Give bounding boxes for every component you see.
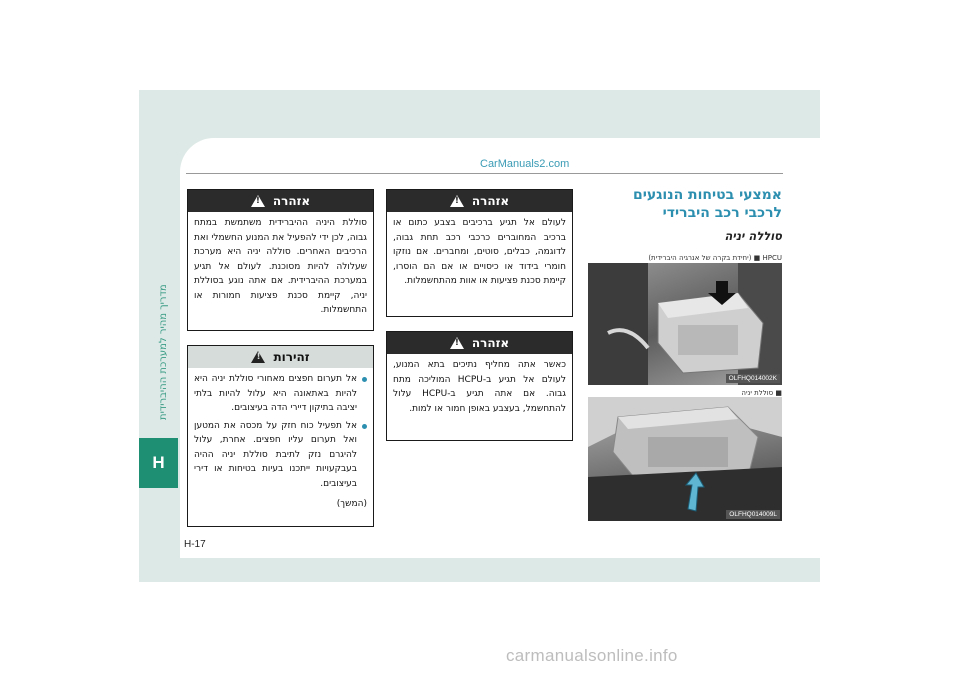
caution-bullet-text: אל תערום חפצים מאחורי סוללת יניה היא להיות באתאונה היא עלול להיות בלתי יציבה בתיקון דיירי הדה בעיצובים. [194, 374, 357, 413]
warning-box [187, 189, 374, 331]
warning-triangle-icon [450, 337, 464, 349]
watermark-link[interactable]: CarManuals2.com [480, 158, 570, 170]
warning-label: אזהרה [471, 336, 510, 350]
caution-bullet [194, 372, 367, 416]
trunk-battery-illustration [588, 397, 782, 521]
heading-line-2: לרכבי רכב היברידי [662, 205, 782, 221]
caution-bullet [194, 419, 367, 492]
warning-text: לעולם אל תגיע ברכיבים בצבע כתום או ברכיב המחוברים כרכבי רכב תחת גבוה, לדוגמה, כבלים, סוטים, ומחברים. אם נוזקו חומרי בידוד או כיסויים או אם הם הוסרו, קיימת סכנת פציעות או אוות מהתחשמלות. [393, 218, 566, 286]
section-tab: H [139, 438, 178, 488]
figure-caption: HPCU ■ (יחידת בקרה של אנרגיה היברידית) [648, 254, 782, 262]
warning-text: כאשר אתה מחליף נתיכים בתא המנוע, לעולם אל תגיע ב-HCPU המוליכה מתח גבוה. אם אתה תגיע ב-HCPU עלול להתחשמל, בעצבע באופן חמור או למות. [393, 360, 566, 414]
warning-triangle-icon [251, 195, 265, 207]
caution-text [188, 368, 373, 516]
caution-bullet-text: אל תפעיל כוח חזק על מכסה את המטען ואל תערום עליו חפצים. אחרת, עלול להיגרם נזק לתיבת סוללת יניה ההיה בעבקעויות ייתכנו בעיות בטיחות או דירי בעיצובים. [194, 420, 357, 489]
section-subheading: סוללה יניה [724, 229, 782, 243]
heading-line-1: אמצעי בטיחות הנוגעים [632, 187, 782, 203]
warning-label: אזהרה [471, 194, 510, 208]
warning-box [386, 331, 573, 441]
continued-label: (המשך) [336, 499, 367, 509]
caution-label: זהירות [273, 350, 310, 364]
figure-caption: ■ סוללת יניה [741, 389, 782, 397]
warning-box [386, 189, 573, 317]
warning-text: סוללת היניה ההיברידית משתמשת במתח גבוה, לכן ידי להפעיל את המנוע החשמלי ואת הרכיבים האחרים. סוללה יניה היא מערכת שעלולה להיות מסוכנת. לעולם אל תגיע במערכת ההיברידית. אם אתה נוגע בסוללת יניה, קיימת סכנת פציעות חמורות או התחשמלות. [194, 218, 367, 315]
figure-code: OLFHQ014009L [726, 510, 780, 519]
footer-watermark-link[interactable]: carmanualsonline.info [506, 646, 678, 665]
warning-header [387, 190, 572, 212]
warning-header [188, 190, 373, 212]
bullet-dot-icon [362, 377, 367, 382]
hpcu-photo [588, 263, 782, 385]
warning-label: אזהרה [272, 194, 311, 208]
bullet-dot-icon [362, 424, 367, 429]
caution-header [188, 346, 373, 368]
battery-photo [588, 397, 782, 521]
warning-triangle-icon [450, 195, 464, 207]
caution-triangle-icon [251, 351, 265, 363]
warning-header [387, 332, 572, 354]
caution-box [187, 345, 374, 527]
header-rule [186, 173, 783, 174]
section-heading [592, 186, 782, 222]
page-number: H-17 [184, 539, 206, 550]
hpcu-illustration [588, 263, 782, 385]
vertical-section-title: מדריך מהיר למערכת ההיברידית [158, 284, 169, 420]
figure-code: OLFHQ014002K [726, 374, 780, 383]
